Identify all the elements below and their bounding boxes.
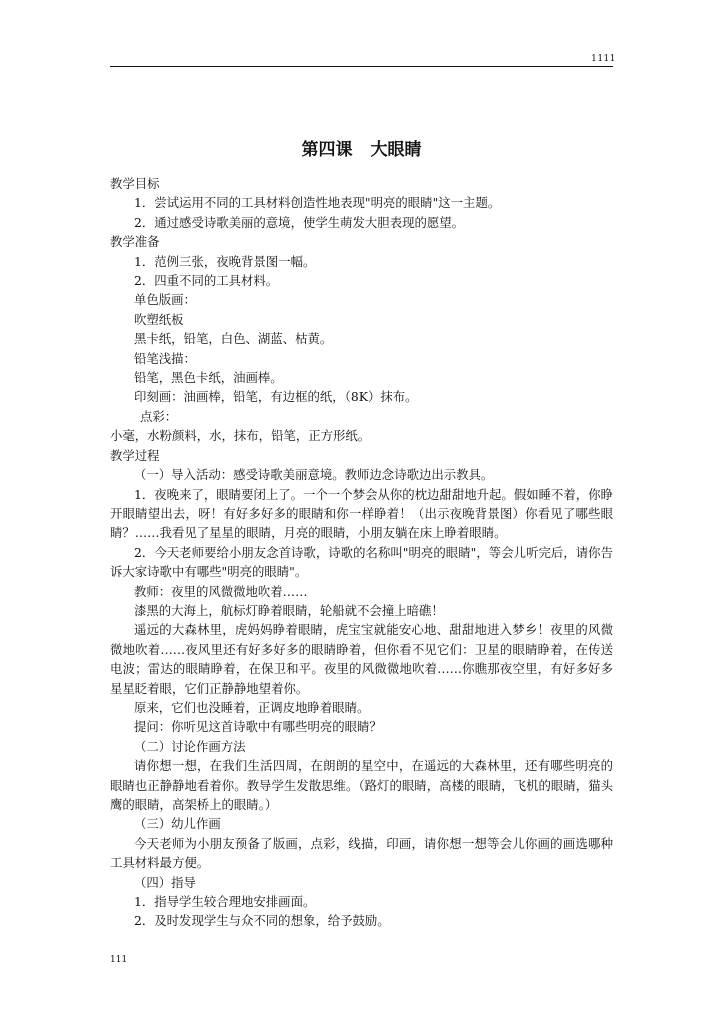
guide-item: 2．及时发现学生与众不同的想象，给予鼓励。	[134, 913, 390, 929]
process-heading: 教学过程	[110, 447, 160, 463]
preparation-item: 铅笔，黑色卡纸，油画棒。	[134, 370, 283, 386]
objective-item: 1．尝试运用不同的工具材料创造性地表现"明亮的眼睛"这一主题。	[134, 195, 501, 211]
preparation-item: 印刻画：油画棒，铅笔，有边框的纸，（8K）抹布。	[134, 389, 418, 405]
paragraph: 今天老师为小朋友预备了版画，点彩，线描，印画，请你想一想等会儿你画的画选哪种工具材料最方便。	[110, 835, 613, 871]
guide-item: 1．指导学生较合理地安排画面。	[134, 894, 316, 910]
paragraph: 请你想一想，在我们生活四周，在朗朗的星空中，在遥远的大森林里，还有哪些明亮的眼睛也正静静地看着你。教导学生发散思维。（路灯的眼睛，高楼的眼睛，飞机的眼睛，猫头鹰的眼睛，高架桥上的眼睛。）	[110, 758, 613, 812]
paragraph: 1．夜晚来了，眼睛要闭上了。一个一个梦会从你的枕边甜甜地升起。假如睡不着，你睁开眼睛望出去，呀！有好多好多的眼睛和你一样睁着！（出示夜晚背景图）你看见了哪些眼睛？……我看见了星星的眼睛，月亮的眼睛，小朋友躺在床上睁着眼睛。	[110, 486, 613, 541]
preparation-heading: 教学准备	[110, 234, 160, 250]
section-heading: （四）指导	[134, 874, 196, 890]
lesson-number: 第四课	[301, 140, 353, 160]
paragraph: 原来，它们也没睡着，正调皮地睁着眼睛。	[134, 699, 370, 715]
objective-item: 2．通过感受诗歌美丽的意境，使学生萌发大胆表现的愿望。	[134, 214, 465, 230]
preparation-item: 2．四重不同的工具材料。	[134, 273, 279, 289]
preparation-item: 黑卡纸，铅笔，白色、湖蓝、枯黄。	[134, 331, 333, 347]
section-heading: （一）导入活动：感受诗歌美丽意境。教师边念诗歌边出示教具。	[134, 467, 494, 483]
lesson-name: 大眼睛	[370, 140, 422, 160]
paragraph: 遥远的大森林里，虎妈妈睁着眼睛，虎宝宝就能安心地、甜甜地进入梦乡！夜里的风微微地吹着……夜风里还有好多好多的眼睛睁着，但你看不见它们：卫星的眼睛睁着，在传送电波；雷达的眼睛睁着，在保卫和平。夜里的风微微地吹着……你瞧那夜空里，有好多好多星星眨着眼，它们正静静地望着你。	[110, 622, 613, 696]
section-heading: （二）讨论作画方法	[134, 738, 246, 754]
page-title	[110, 138, 613, 162]
header-page-number: 1111	[591, 54, 616, 64]
preparation-item: 小毫，水粉颜料，水，抹布，铅笔，正方形纸。	[110, 428, 371, 444]
objectives-heading: 教学目标	[110, 176, 160, 191]
paragraph: 提问：你听见这首诗歌中有哪些明亮的眼睛？	[134, 719, 382, 735]
paragraph: 教师：夜里的风微微地吹着……	[134, 583, 308, 599]
header-rule	[110, 66, 613, 67]
paragraph: 漆黑的大海上，航标灯睁着眼睛，轮船就不会撞上暗礁！	[134, 602, 444, 618]
document-body	[110, 138, 613, 931]
section-heading: （三）幼儿作画	[134, 816, 221, 832]
preparation-item: 点彩：	[140, 408, 178, 424]
preparation-item: 铅笔浅描：	[134, 350, 196, 366]
preparation-item: 1．范例三张，夜晚背景图一幅。	[134, 253, 316, 269]
preparation-item: 吹塑纸板	[134, 311, 184, 327]
paragraph: 2．今天老师要给小朋友念首诗歌，诗歌的名称叫"明亮的眼睛"，等会儿听完后，请你告诉大家诗歌中有哪些"明亮的眼睛"。	[110, 544, 613, 580]
footer-page-number: 111	[110, 955, 128, 965]
preparation-item: 单色版画：	[134, 292, 196, 308]
